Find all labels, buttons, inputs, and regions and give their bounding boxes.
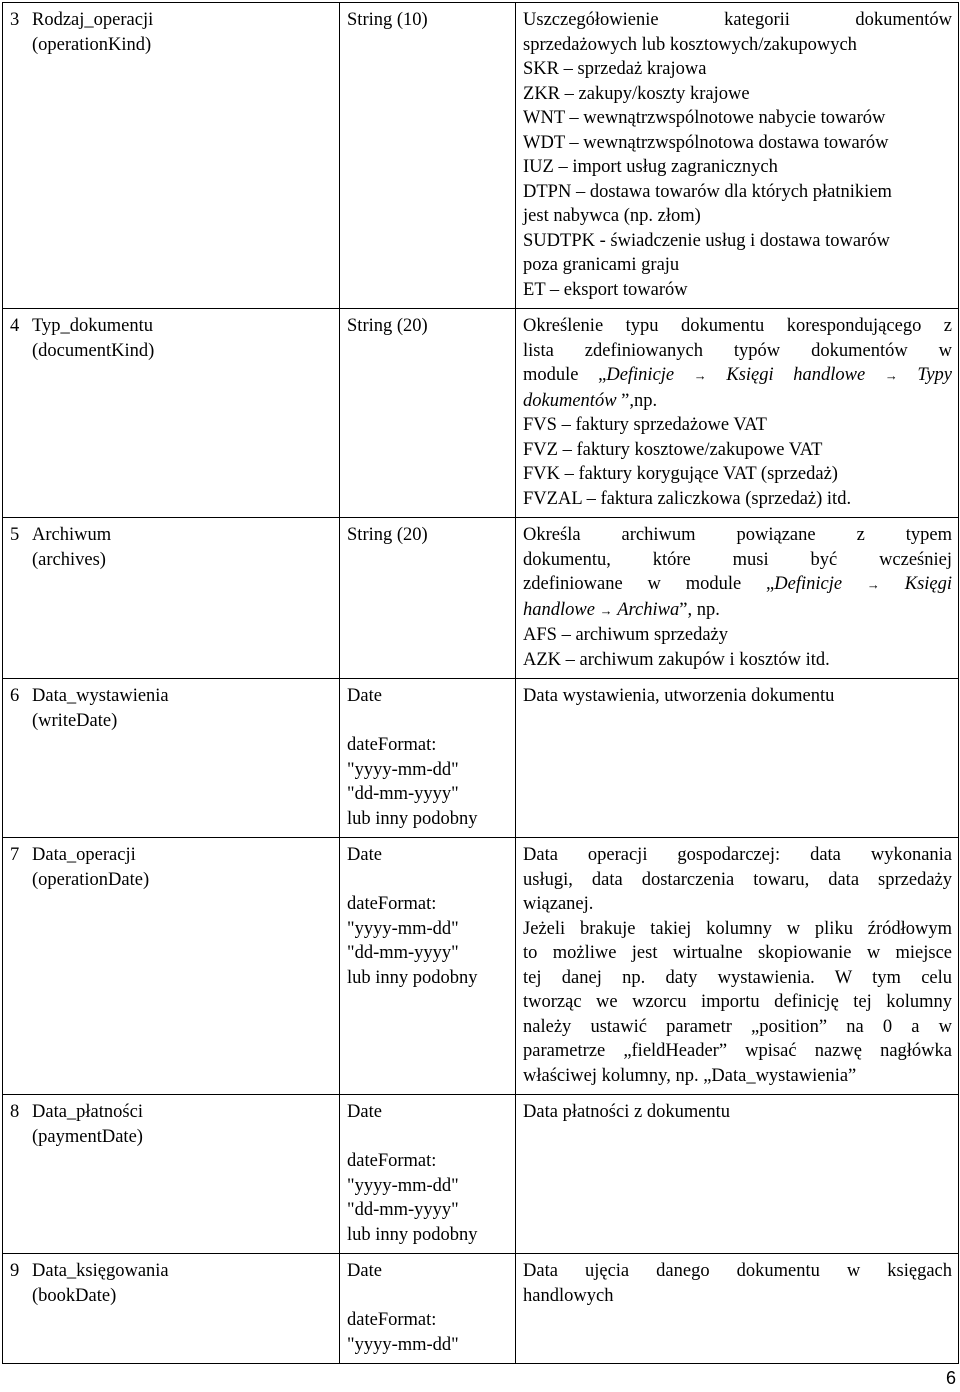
date-format-label: dateFormat: [347,894,437,914]
date-format: "yyyy-mm-dd" [347,759,459,780]
date-format-label: dateFormat: [347,1151,437,1171]
description-line: SUDTPK - świadczenie usług i dostawa towarów [523,230,890,251]
description-line: lista zdefiniowanych typów dokumentów w [523,340,953,361]
description-line: FVK – faktury korygujące VAT (sprzedaż) [523,464,838,484]
field-type: String (20) [340,518,516,679]
field-name: Data_wystawienia [32,686,169,706]
date-format: lub inny podobny [347,1224,478,1245]
date-format: "dd-mm-yyyy" [347,943,459,963]
field-type-cell [340,1254,516,1364]
menu-path-item: dokumentów [523,390,617,411]
field-type: Date [347,1102,382,1122]
field-name-cell [3,1095,340,1254]
field-description: Data płatności z dokumentu [516,1095,959,1254]
description-line: Określenie typu dokumentu korespondującego z [523,316,953,336]
description-line: jest nabywca (np. złom) [523,206,701,226]
date-format-label: dateFormat: [347,735,437,755]
description-line: DTPN – dostawa towarów dla których płatnikiem [523,181,892,202]
field-key: (documentKind) [32,340,155,361]
field-description [516,3,959,309]
field-name: Rodzaj_operacji [32,10,154,30]
field-type: Date [347,686,382,706]
row-number: 4 [10,316,20,336]
description-line: właściwej kolumny, np. „Data_wystawienia” [523,1065,857,1086]
field-spec-table [2,2,959,1364]
description-line: wiązanej. [523,894,594,914]
row-number: 3 [10,10,20,30]
description-line: tej danej np. daty wystawienia. W tym celu [523,967,953,988]
description-line: Jeżeli brakuje takiej kolumny w pliku źródłowym [523,918,953,939]
date-format: "dd-mm-yyyy" [347,784,459,804]
description-line: WDT – wewnątrzwspólnotowa dostawa towarów [523,132,889,153]
field-type: String (20) [340,309,516,518]
field-name-cell [3,838,340,1095]
row-number: 6 [10,686,20,706]
menu-path: module „Definicje → Księgi handlowe → Typy [523,365,953,385]
row-number: 5 [10,525,20,545]
description-line: dokumentu, które musi być wcześniej [523,549,953,570]
menu-path-item: Księgi [904,574,953,594]
description-line: Określa archiwum powiązane z typem [523,525,953,545]
field-type-cell [340,1095,516,1254]
field-type: String (10) [340,3,516,309]
field-name-cell [3,679,340,838]
table-row [3,1254,959,1364]
row-number: 9 [10,1261,20,1281]
arrow-icon: → [693,368,707,383]
description-line: tworząc we wzorcu importu definicję tej kolumny [523,992,953,1012]
description-line: to możliwe jest wirtualne skopiowanie w miejsce [523,943,953,963]
description-line: IUZ – import usług zagranicznych [523,157,778,177]
menu-path-item: Archiwa [617,599,680,620]
field-key: (bookDate) [32,1285,117,1306]
date-format: lub inny podobny [347,967,478,988]
field-name-cell [3,309,340,518]
table-row [3,309,959,518]
field-description: Data wystawienia, utworzenia dokumentu [516,679,959,838]
field-name: Archiwum [32,525,112,545]
field-type-cell [340,838,516,1095]
description-line: Data operacji gospodarczej: data wykonania [523,845,953,865]
table-row [3,518,959,679]
description-line: należy ustawić parametr „position” na 0 a w [523,1016,953,1037]
description-line: FVZ – faktury kosztowe/zakupowe VAT [523,439,823,460]
field-description: Określa archiwum powiązane z typem dokumentu, które musi być wcześniej zdefiniowane w module „Definicje → Księgi handlowe → Archiwa”, np. AFS – archiwum sprzedaży AZK – archiwum zakupów i kosztów itd. [516,518,959,679]
field-key: (paymentDate) [32,1126,143,1147]
arrow-icon: → [884,368,898,383]
menu-path-item: Księgi handlowe [726,365,866,385]
table-row [3,1095,959,1254]
field-key: (operationDate) [32,869,150,890]
table-row [3,3,959,309]
field-name: Data_księgowania [32,1261,169,1281]
row-number: 8 [10,1102,20,1122]
date-format: lub inny podobny [347,808,478,829]
table-row [3,679,959,838]
description-line: FVZAL – faktura zaliczkowa (sprzedaż) itd. [523,488,852,509]
description-line: FVS – faktury sprzedażowe VAT [523,415,767,435]
description-line: AZK – archiwum zakupów i kosztów itd. [523,649,830,670]
field-description [516,838,959,1095]
date-format: "yyyy-mm-dd" [347,918,459,939]
menu-path-item: handlowe [523,599,595,620]
field-name: Data_operacji [32,845,136,865]
field-name-cell [3,1254,340,1364]
field-key: (operationKind) [32,34,152,55]
menu-path-item: Definicje [774,574,843,594]
menu-path-item: Typy [917,365,953,385]
field-name-cell [3,3,340,309]
description-line: WNT – wewnątrzwspólnotowe nabycie towarów [523,108,886,128]
field-key: (writeDate) [32,710,118,731]
description-line: handlowych [523,1285,614,1306]
description-line: parametrze „fieldHeader” wpisać nazwę nagłówka [523,1041,953,1061]
description-line: ZKR – zakupy/koszty krajowe [523,83,750,104]
row-number: 7 [10,845,20,865]
field-name: Typ_dokumentu [32,316,153,336]
field-description: Określenie typu dokumentu korespondującego z lista zdefiniowanych typów dokumentów w module „Definicje → Księgi handlowe → Typy dokumentów ”,np. FVS – faktury sprzedażowe VAT FVZ – faktury kosztowe/zakupowe VAT FVK – faktury korygujące VAT (sprzedaż) FVZAL – faktura zaliczkowa (sprzedaż) itd. [516,309,959,518]
description-line: sprzedażowych lub kosztowych/zakupowych [523,34,857,55]
date-format: "dd-mm-yyyy" [347,1200,459,1220]
date-format: "yyyy-mm-dd" [347,1334,459,1355]
table-row [3,838,959,1095]
description-line: Data ujęcia danego dokumentu w księgach [523,1261,953,1281]
description-line: Uszczegółowienie kategorii dokumentów [523,10,953,30]
date-format-label: dateFormat: [347,1310,437,1330]
arrow-icon: → [866,577,880,592]
menu-path-item: Definicje [606,365,675,385]
field-type: Date [347,845,382,865]
description-line: SKR – sprzedaż krajowa [523,59,707,79]
page-number: 6 [945,1367,956,1388]
description-line: AFS – archiwum sprzedaży [523,625,729,645]
field-type: Date [347,1261,382,1281]
description-line: ET – eksport towarów [523,279,688,300]
date-format: "yyyy-mm-dd" [347,1175,459,1196]
field-key: (archives) [32,549,106,570]
field-type-cell [340,679,516,838]
field-name-cell [3,518,340,679]
description-line: usługi, data dostarczenia towaru, data sprzedaży [523,869,953,890]
menu-path: zdefiniowane w module „Definicje → Księgi [523,574,953,594]
arrow-icon: → [599,602,613,618]
description-line: poza granicami graju [523,255,680,275]
field-description [516,1254,959,1364]
field-name: Data_płatności [32,1102,143,1122]
